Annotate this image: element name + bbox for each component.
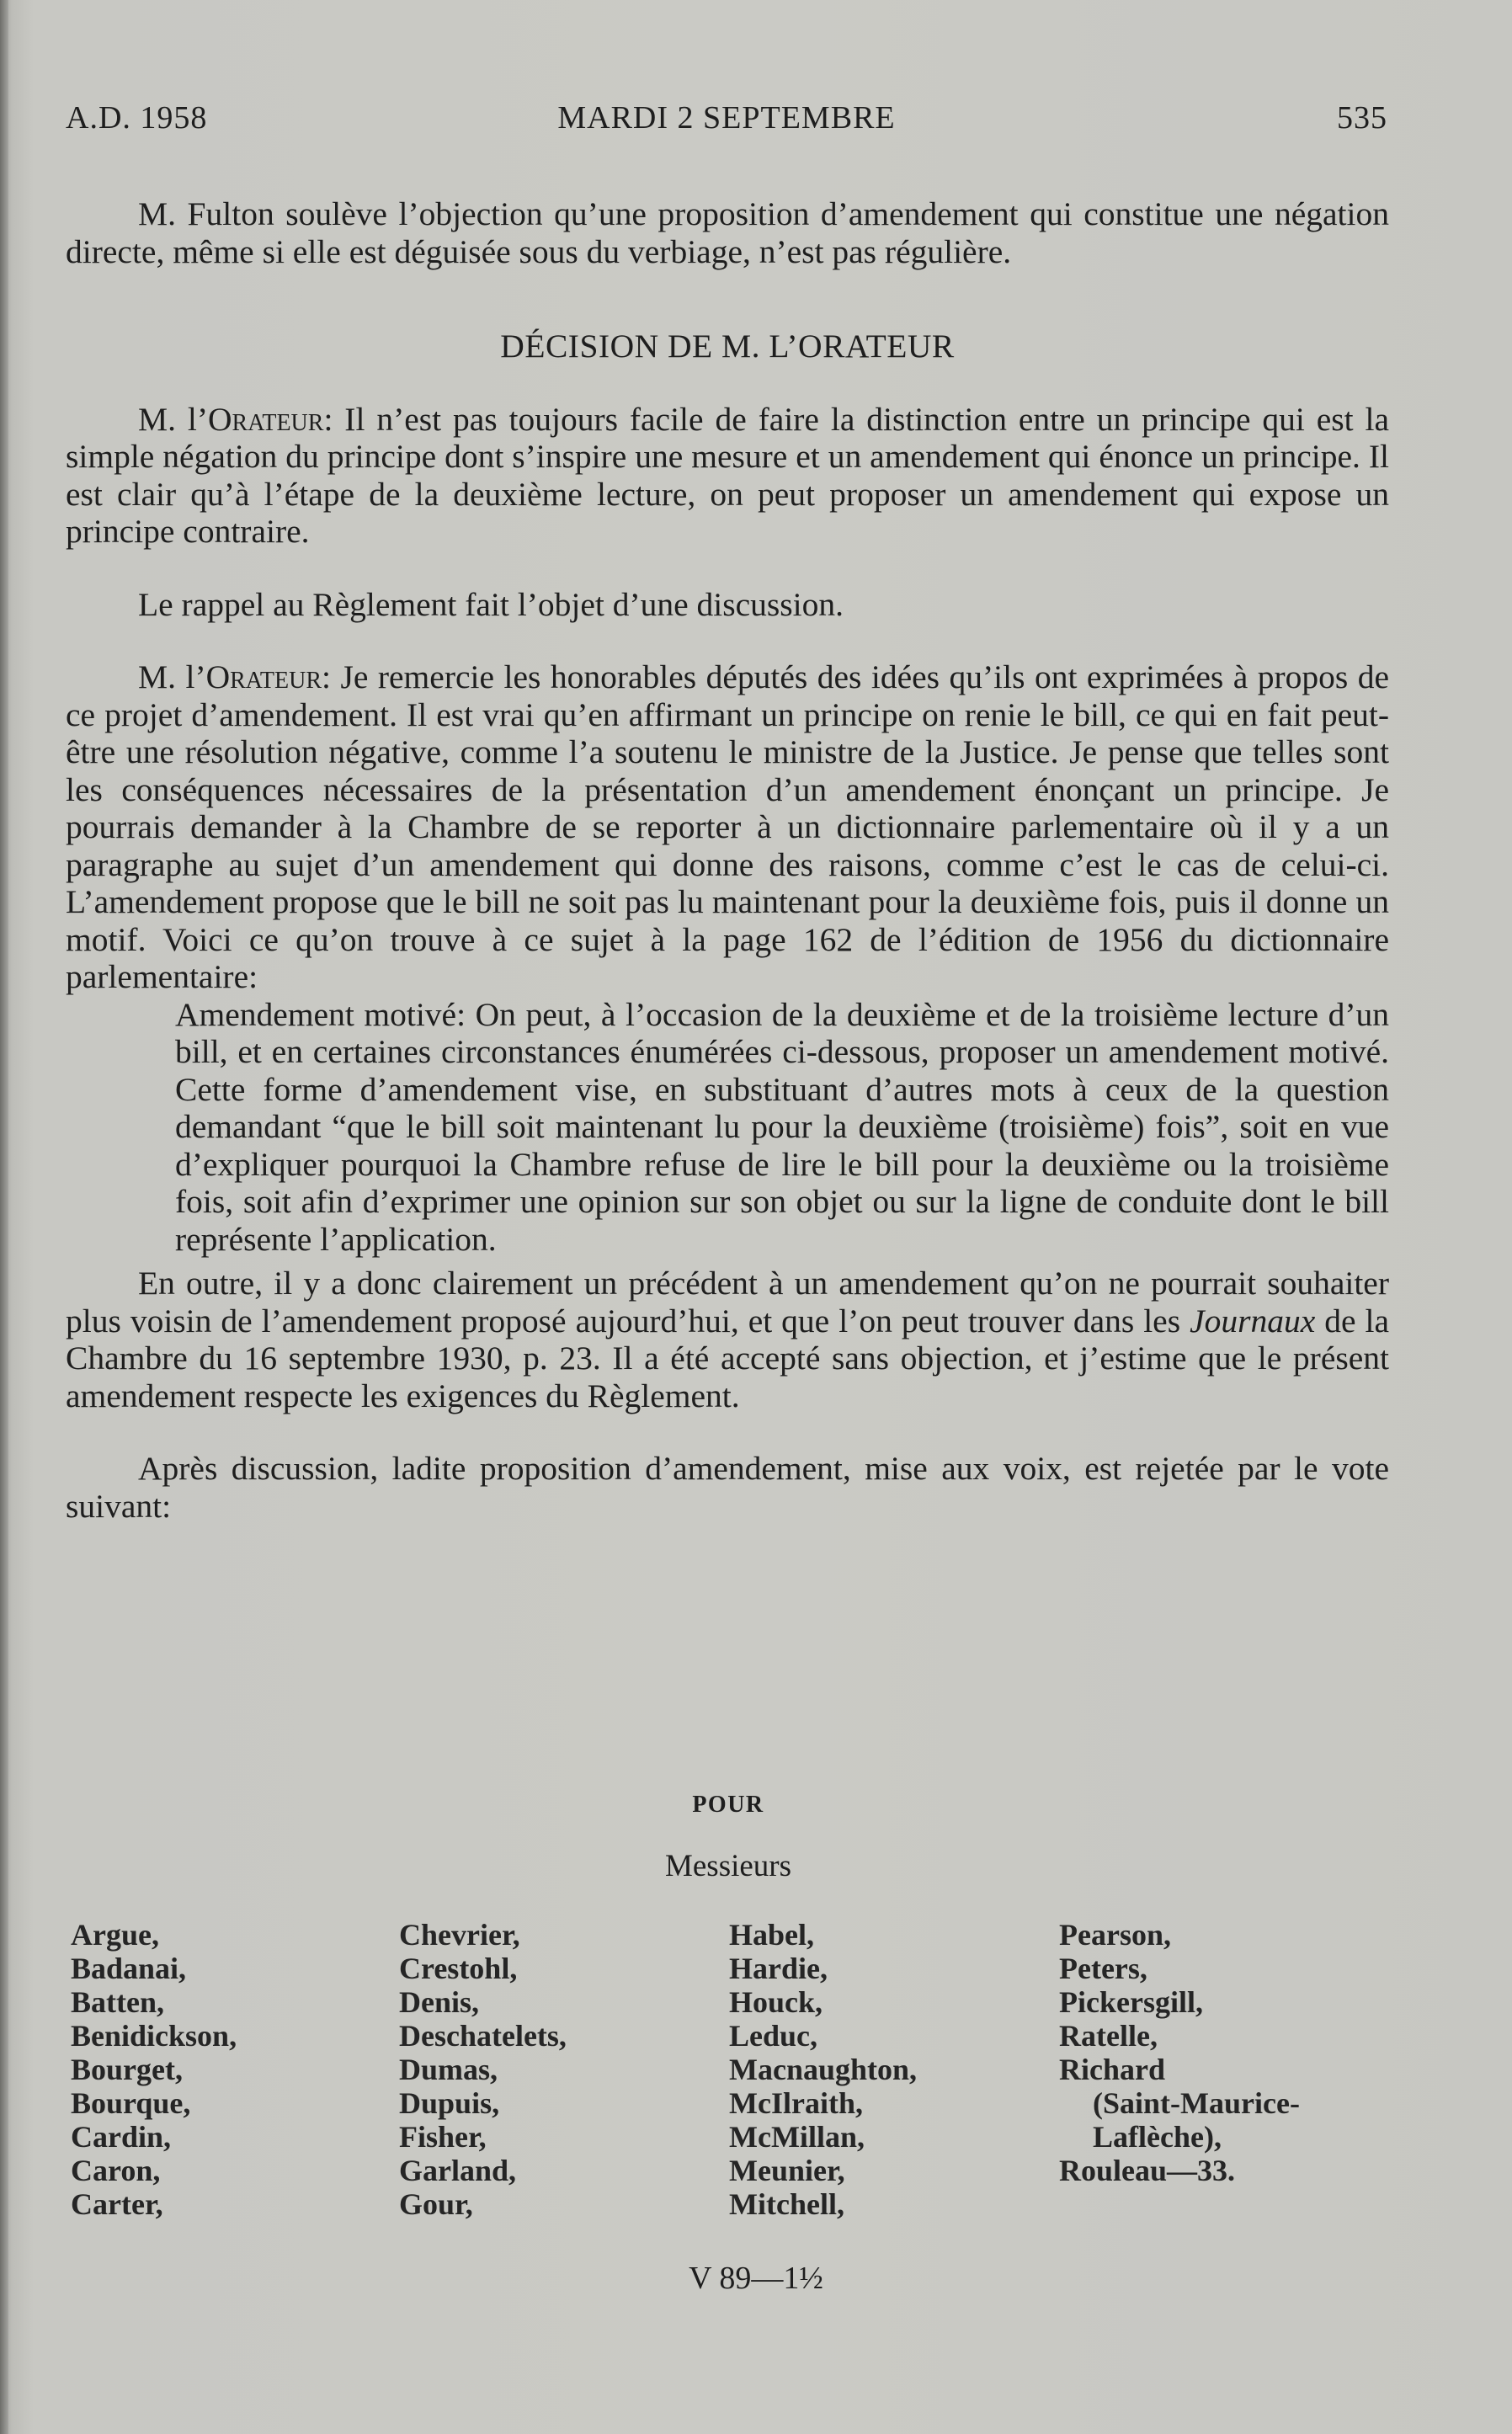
book-spine-shadow [0, 0, 8, 2434]
journaux-italic: Journaux [1190, 1302, 1316, 1339]
paragraph-vote-result: Après discussion, ladite proposition d’amendement, mise aux voix, est rejetée par le vote suivant: [66, 1450, 1389, 1525]
member-name: Pearson, [1059, 1918, 1171, 1952]
speaker-name: Orateur [205, 658, 322, 695]
page-number: 535 [1337, 100, 1387, 136]
member-name: Bourget, [71, 2053, 183, 2086]
member-name: Peters, [1059, 1952, 1147, 1985]
speaker-prefix: M. l’ [138, 400, 209, 438]
member-name: Macnaughton, [729, 2053, 918, 2086]
paragraph-fulton-objection: M. Fulton soulève l’objection qu’une proposition d’amendement qui constitue une négation directe, même si elle est déguisée sous du verbiage, n’est pas régulière. [66, 195, 1389, 270]
member-name: Fisher, [399, 2120, 487, 2154]
member-name: Garland, [399, 2154, 517, 2187]
header-year: A.D. 1958 [66, 100, 208, 136]
member-name: Mitchell, [729, 2187, 844, 2221]
member-name: Ratelle, [1059, 2019, 1158, 2053]
paragraph-precedent [66, 1265, 1389, 1414]
member-name: Houck, [729, 1985, 823, 2019]
member-name-continuation: (Saint-Maurice- [1093, 2086, 1300, 2120]
remarks-text: : Je remercie les honorables députés des idées qu’ils ont exprimées à propos de ce projet d’amendement. Il est vrai qu’en affirmant un principe on renie le bill, ce qui en fait peut-être une résolution négative, comme l’a soutenu le ministre de la Justice. Je pense que telles sont les conséquences nécessaires de la présentation d’un amendement énonçant un principe. Je pourrais demander à la Chambre de se reporter à un dictionnaire parlementaire où il y a un paragraphe au sujet d’un amendement qui donne des raisons, comme c’est le cas de celui-ci. L’amendement propose que le bill ne soit pas lu maintenant pour la deuxième fois, puis il donne un motif. Voici ce qu’on trouve à ce sujet à la page 162 de l’édition de 1956 du dictionnaire parlementaire: [66, 658, 1390, 995]
paragraph-discussion: Le rappel au Règlement fait l’objet d’une discussion. [138, 585, 844, 623]
member-name: Pickersgill, [1059, 1985, 1203, 2019]
member-name: Deschatelets, [399, 2019, 567, 2053]
member-name: Dupuis, [399, 2086, 500, 2120]
member-name: Hardie, [729, 1952, 828, 1985]
block-quote: Amendement motivé: On peut, à l’occasion de la deuxième et de la troisième lecture d’un bill, et en certaines circonstances énumérées ci-dessous, proposer un amendement motivé. Cette forme d’amendement vise, en substituant d’autres mots à ceux de la question demandant “que le bill soit maintenant lu pour la deuxième (troisième) fois”, soit en vue d’expliquer pourquoi la Chambre refuse de lire le bill pour la deuxième ou la troisième fois, soit afin d’exprimer une opinion sur son objet ou sur la ligne de conduite dont le bill représente l’application. [175, 995, 1389, 1258]
precedent-text-end: de la Chambre du 16 septembre 1930, p. 23. Il a été accepté sans objection, et j’estime que le présent amendement respecte les exigences du Règlement. [66, 1302, 1389, 1414]
member-name: Benidickson, [71, 2019, 237, 2053]
member-name: Bourque, [71, 2086, 191, 2120]
names-column-4 [1059, 1918, 1300, 2187]
names-column-1 [71, 1918, 237, 2221]
ruling-text: : Il n’est pas toujours facile de faire la distinction entre un principe qui est la simple négation du principe dont s’inspire une mesure et un amendement qui énonce un principe. Il est clair qu’à l’étape de la deuxième lecture, on peut proposer un amendement qui expose un principe contraire. [66, 400, 1390, 550]
vote-subtitle: Messieurs [664, 1849, 792, 1883]
page-body [66, 195, 1389, 1525]
member-name: Badanai, [71, 1952, 187, 1985]
member-name: Crestohl, [399, 1952, 518, 1985]
member-name: Gour, [399, 2187, 473, 2221]
member-name: Richard [1059, 2053, 1165, 2086]
running-header [66, 99, 1387, 141]
member-name: Cardin, [71, 2120, 172, 2154]
header-date: MARDI 2 SEPTEMBRE [557, 100, 896, 136]
vote-title: POUR [692, 1792, 764, 1818]
member-name: Chevrier, [399, 1918, 520, 1952]
member-name: Meunier, [729, 2154, 845, 2187]
speaker-prefix: M. l’ [138, 658, 206, 695]
paragraph-speaker-remarks [66, 658, 1389, 996]
vote-names-columns [71, 1918, 1418, 2255]
names-column-3 [729, 1918, 917, 2221]
member-name: Carter, [71, 2187, 163, 2221]
member-name: Caron, [71, 2154, 161, 2187]
member-name: Denis, [399, 1985, 480, 2019]
speaker-name: Orateur [208, 400, 324, 438]
member-name-continuation: Laflèche), [1093, 2120, 1222, 2154]
member-name: Dumas, [399, 2053, 498, 2086]
precedent-text-start: En outre, il y a donc clairement un précédent à un amendement qu’on ne pourrait souhaiter plus voisin de l’amendement proposé aujourd’hui, et que l’on peut trouver dans les [66, 1265, 1389, 1339]
member-name: McIlraith, [729, 2086, 863, 2120]
member-name: McMillan, [729, 2120, 865, 2154]
member-name: Leduc, [729, 2019, 818, 2053]
member-name: Batten, [71, 1985, 164, 2019]
member-name: Argue, [71, 1918, 159, 1952]
member-name-total: Rouleau—33. [1059, 2154, 1236, 2187]
member-name: Habel, [729, 1918, 815, 1952]
names-column-2 [399, 1918, 567, 2221]
printer-signature-mark: V 89—1½ [689, 2261, 823, 2296]
section-heading: DÉCISION DE M. L’ORATEUR [500, 328, 955, 365]
paragraph-speaker-ruling [66, 401, 1389, 551]
